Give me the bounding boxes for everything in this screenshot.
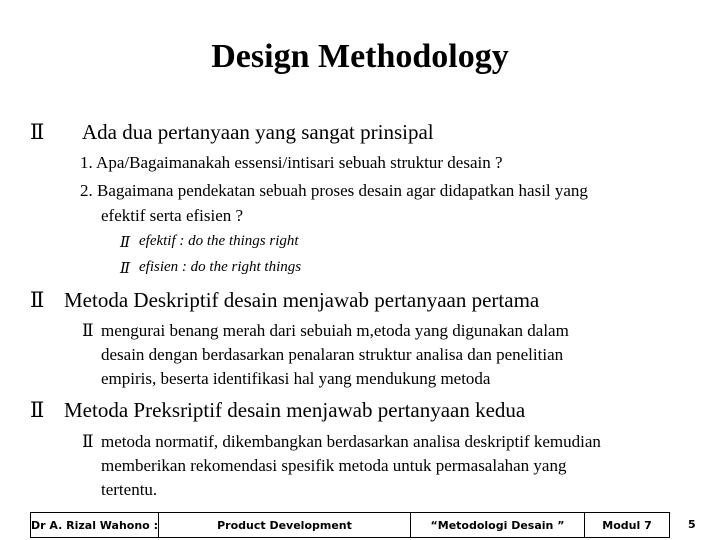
sub-bullet-icon: Ⅱ <box>82 321 94 341</box>
sub-item-efektif: efektif : do the things right <box>139 233 299 249</box>
slide-footer <box>0 512 720 540</box>
bullet-icon: Ⅱ <box>30 120 45 144</box>
sub-bullet-icon: Ⅱ <box>120 259 131 277</box>
sub-item-efisien: efisien : do the right things <box>139 259 302 275</box>
footer-author: Dr A. Rizal Wahono : <box>30 512 158 538</box>
bullet-icon: Ⅱ <box>30 288 45 312</box>
page-number: 5 <box>688 518 696 531</box>
footer-topic: “Metodologi Desain ” <box>410 512 584 538</box>
footer-course: Product Development <box>158 512 410 538</box>
preskriptif-line-1: metoda normatif, dikembangkan berdasarkan analisa deskriptif kemudian <box>101 432 601 451</box>
deskriptif-heading: Metoda Deskriptif desain menjawab pertanyaan pertama <box>64 288 540 312</box>
deskriptif-line-1: mengurai benang merah dari sebuiah m,etoda yang digunakan dalam <box>101 321 569 340</box>
sub-bullet-icon: Ⅱ <box>120 233 131 251</box>
deskriptif-line-3: empiris, beserta identifikasi hal yang mendukung metoda <box>101 369 491 388</box>
sub-bullet-icon: Ⅱ <box>82 432 94 452</box>
page-title: Design Methodology <box>211 38 509 75</box>
footer-module: Modul 7 <box>584 512 670 538</box>
preskriptif-heading: Metoda Preksriptif desain menjawab pertanyaan kedua <box>64 398 526 422</box>
intro-heading: Ada dua pertanyaan yang sangat prinsipal <box>82 120 434 144</box>
intro-item-2-cont: efektif serta efisien ? <box>101 206 244 225</box>
deskriptif-line-2: desain dengan berdasarkan penalaran struktur analisa dan penelitian <box>101 345 564 364</box>
preskriptif-line-2: memberikan rekomendasi spesifik metoda untuk permasalahan yang <box>101 456 567 475</box>
preskriptif-line-3: tertentu. <box>101 480 158 499</box>
intro-item-1: 1. Apa/Bagaimanakah essensi/intisari sebuah struktur desain ? <box>80 153 503 172</box>
bullet-icon: Ⅱ <box>30 398 45 422</box>
intro-item-2: 2. Bagaimana pendekatan sebuah proses desain agar didapatkan hasil yang <box>80 181 588 200</box>
